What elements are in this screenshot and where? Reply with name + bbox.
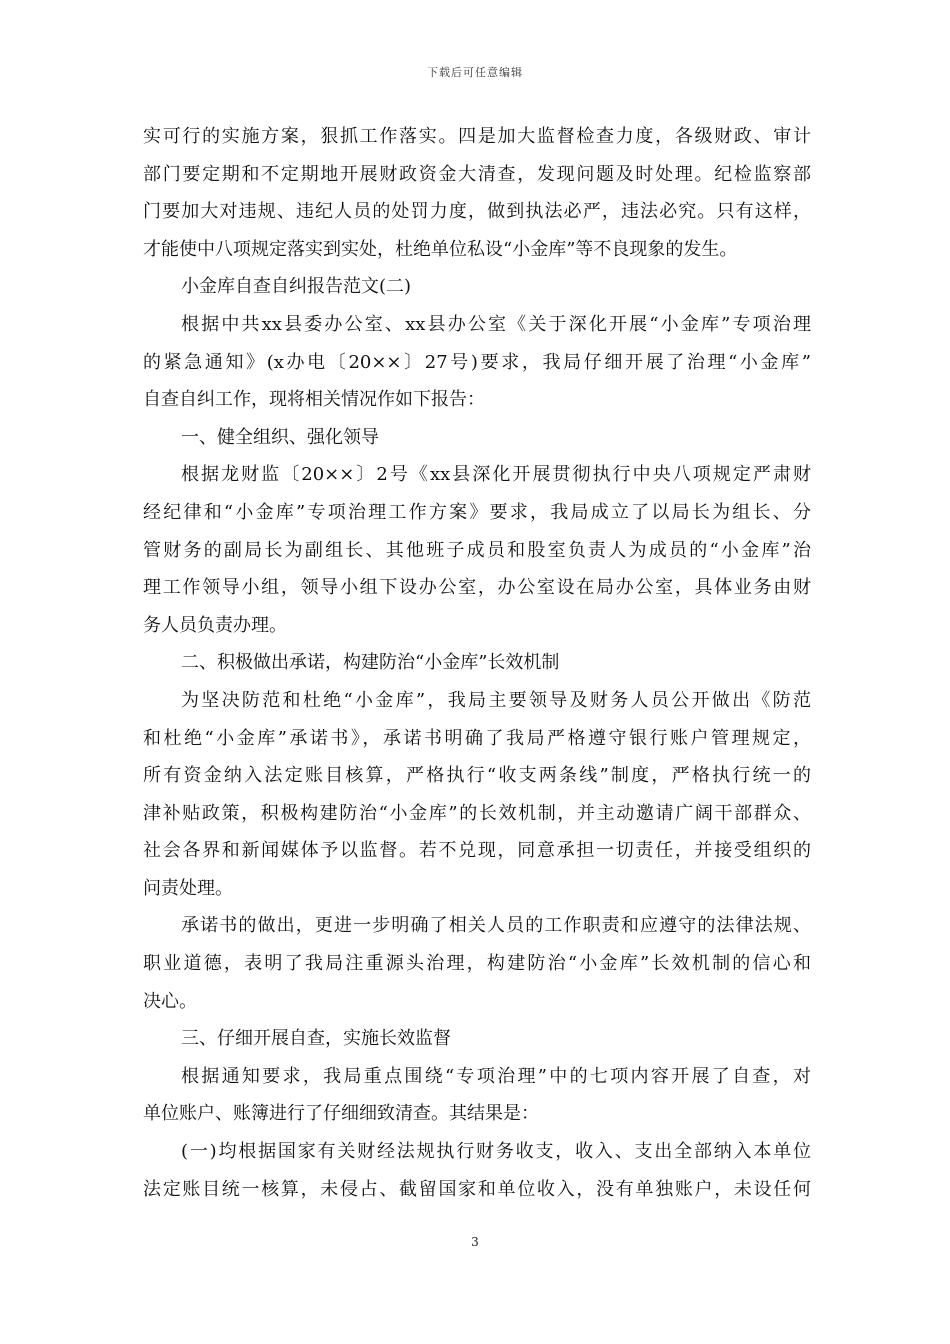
paragraph-last-line: 自查自纠工作，现将相关情况作如下报告： [143, 389, 485, 411]
paragraph-last-line: 单位账户、账簿进行了仔细细致清查。其结果是： [143, 1103, 539, 1125]
body-line: 理工作领导小组，领导小组下设办公室，办公室设在局办公室，具体业务由财 [143, 577, 811, 599]
body-line: 的紧急通知》(x办电〔20××〕27号)要求，我局仔细开展了治理“小金库” [143, 351, 811, 373]
body-line: 经纪律和“小金库”专项治理工作方案》要求，我局成立了以局长为组长、分 [143, 501, 811, 523]
body-line: 法定账目统一核算，未侵占、截留国家和单位收入，没有单独账户，未设任何 [143, 1178, 811, 1200]
paragraph-last-line: 决心。 [143, 990, 197, 1012]
heading-one: 一、健全组织、强化领导 [181, 426, 379, 448]
body-line: 门要加大对违规、违纪人员的处罚力度，做到执法必严，违法必究。只有这样， [143, 201, 811, 223]
paragraph-first-line: 根据中共xx县委办公室、xx县办公室《关于深化开展“小金库”专项治理 [181, 313, 811, 335]
document-body [143, 118, 811, 1208]
body-line: 部门要定期和不定期地开展财政资金大清查，发现问题及时处理。纪检监察部 [143, 163, 811, 185]
body-line: 所有资金纳入法定账目核算，严格执行“收支两条线”制度，严格执行统一的 [143, 765, 811, 787]
paragraph-first-line: 承诺书的做出，更进一步明确了相关人员的工作职责和应遵守的法律法规、 [181, 915, 811, 937]
paragraph-last-line: 才能使中八项规定落实到实处，杜绝单位私设“小金库”等不良现象的发生。 [143, 238, 738, 260]
paragraph-last-line: 务人员负责办理。 [143, 614, 287, 636]
body-line: 实可行的实施方案，狠抓工作落实。四是加大监督检查力度，各级财政、审计 [143, 126, 811, 147]
body-line: 津补贴政策，积极构建防治“小金库”的长效机制，并主动邀请广阔干部群众、 [143, 802, 811, 824]
paragraph-first-line: 根据通知要求，我局重点围绕“专项治理”中的七项内容开展了自查，对 [181, 1065, 811, 1087]
body-line: 和杜绝“小金库”承诺书》，承诺书明确了我局严格遵守银行账户管理规定， [143, 727, 811, 749]
heading-two: 二、积极做出承诺，构建防治“小金库”长效机制 [181, 652, 560, 674]
heading-three: 三、仔细开展自查，实施长效监督 [181, 1028, 451, 1050]
paragraph-first-line: (一)均根据国家有关财经法规执行财务收支，收入、支出全部纳入本单位 [181, 1141, 811, 1163]
page-header-note: 下载后可任意编辑 [427, 66, 523, 79]
page-number: 3 [471, 1235, 479, 1249]
paragraph-first-line: 为坚决防范和杜绝“小金库”，我局主要领导及财务人员公开做出《防范 [181, 689, 811, 711]
body-line: 职业道德，表明了我局注重源头治理，构建防治“小金库”长效机制的信心和 [143, 953, 811, 975]
paragraph-last-line: 问责处理。 [143, 877, 233, 899]
section-title: 小金库自查自纠报告范文(二) [181, 276, 412, 298]
paragraph-first-line: 根据龙财监〔20××〕2号《xx县深化开展贯彻执行中央八项规定严肃财 [181, 464, 811, 486]
body-line: 社会各界和新闻媒体予以监督。若不兑现，同意承担一切责任，并接受组织的 [143, 840, 811, 862]
body-line: 管财务的副局长为副组长、其他班子成员和股室负责人为成员的“小金库”治 [143, 539, 811, 561]
